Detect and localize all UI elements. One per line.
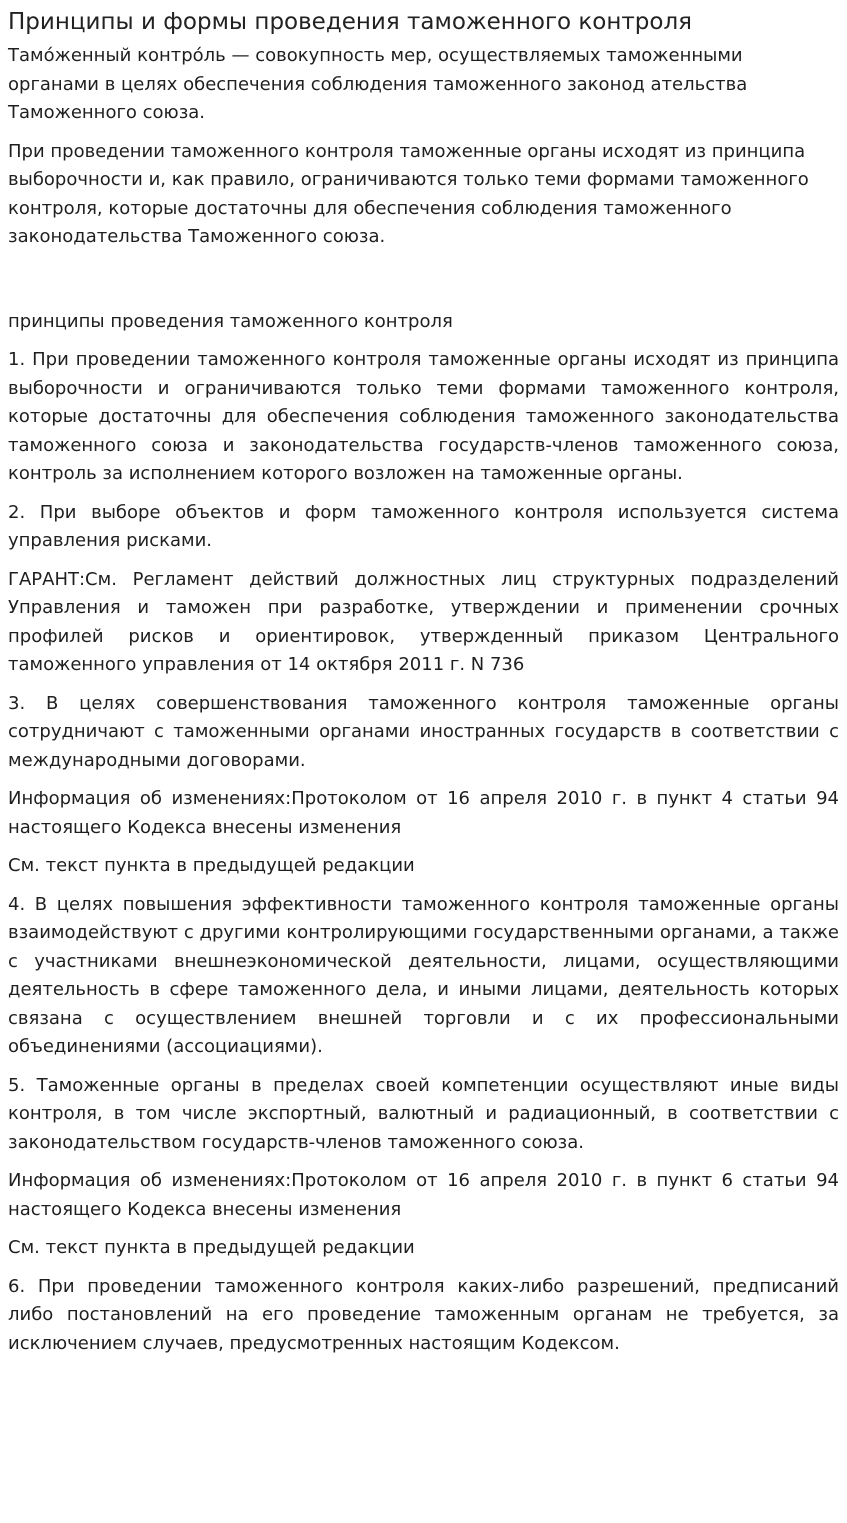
paragraph-2: 2. При выборе объектов и форм таможенного контроля используется система управления рисками. (8, 501, 839, 551)
paragraph-6: 6. При проведении таможенного контроля каких-либо разрешений, предписаний либо постановлений на его проведение таможенным органам не требуется, за исключением случаев, предусмотренных настоящим Кодексом. (8, 1275, 839, 1354)
spacer (8, 262, 839, 308)
garant-note: ГАРАНТ:См. Регламент действий должностных лиц структурных подразделений Управления и таможен при разработке, утверждении и применении срочных профилей рисков и ориентировок, утвержденный приказом Центрального таможенного управления от 14 октября 2011 г. N 736 (8, 568, 839, 675)
paragraph-5: 5. Таможенные органы в пределах своей компетенции осуществляют иные виды контроля, в том числе экспортный, валютный и радиационный, в соответствии с законодательством государств-членов таможенного союза. (8, 1074, 839, 1153)
previous-edition-link-6[interactable]: См. текст пункта в предыдущей редакции (8, 1237, 415, 1258)
change-info-item-6: Информация об изменениях:Протоколом от 16 апреля 2010 г. в пункт 6 статьи 94 настоящего Кодекса внесены изменения (8, 1170, 839, 1220)
intro-principle: При проведении таможенного контроля таможенные органы исходят из принципа выборочности и, как правило, ограничиваются только теми формами таможенного контроля, которые достаточны для обеспечения соблюдения таможенного законодательства Таможенного союза. (8, 140, 809, 247)
page-title: Принципы и формы проведения таможенного контроля (8, 9, 693, 35)
paragraph-3: 3. В целях совершенствования таможенного контроля таможенные органы сотрудничают с таможенными органами иностранных государств в соответствии с международными договорами. (8, 692, 839, 771)
change-info-item-4: Информация об изменениях:Протоколом от 16 апреля 2010 г. в пункт 4 статьи 94 настоящего Кодекса внесены изменения (8, 788, 839, 838)
previous-edition-link-4[interactable]: См. текст пункта в предыдущей редакции (8, 855, 415, 876)
paragraph-1: 1. При проведении таможенного контроля таможенные органы исходят из принципа выборочности и ограничиваются только теми формами таможенного контроля, которые достаточны для обеспечения соблюдения таможенного законодательства таможенного союза и законодательства государств-членов таможенного союза, контроль за исполнением которого возложен на таможенные органы. (8, 349, 839, 484)
section-heading: принципы проведения таможенного контроля (8, 310, 453, 332)
intro-definition: Тамо́женный контро́ль — совокупность мер, осуществляемых таможенными органами в целях обеспечения соблюдения таможенного законод ательства Таможенного союза. (8, 45, 748, 123)
paragraph-4: 4. В целях повышения эффективности таможенного контроля таможенные органы взаимодействуют с другими контролирующими государственными органами, а также с участниками внешнеэкономической деятельности, лицами, осуществляющими деятельность в сфере таможенного дела, и иными лицами, деятельность которых связана с осуществлением внешней торговли и с их профессиональными объединениями (ассоциациями). (8, 893, 839, 1057)
